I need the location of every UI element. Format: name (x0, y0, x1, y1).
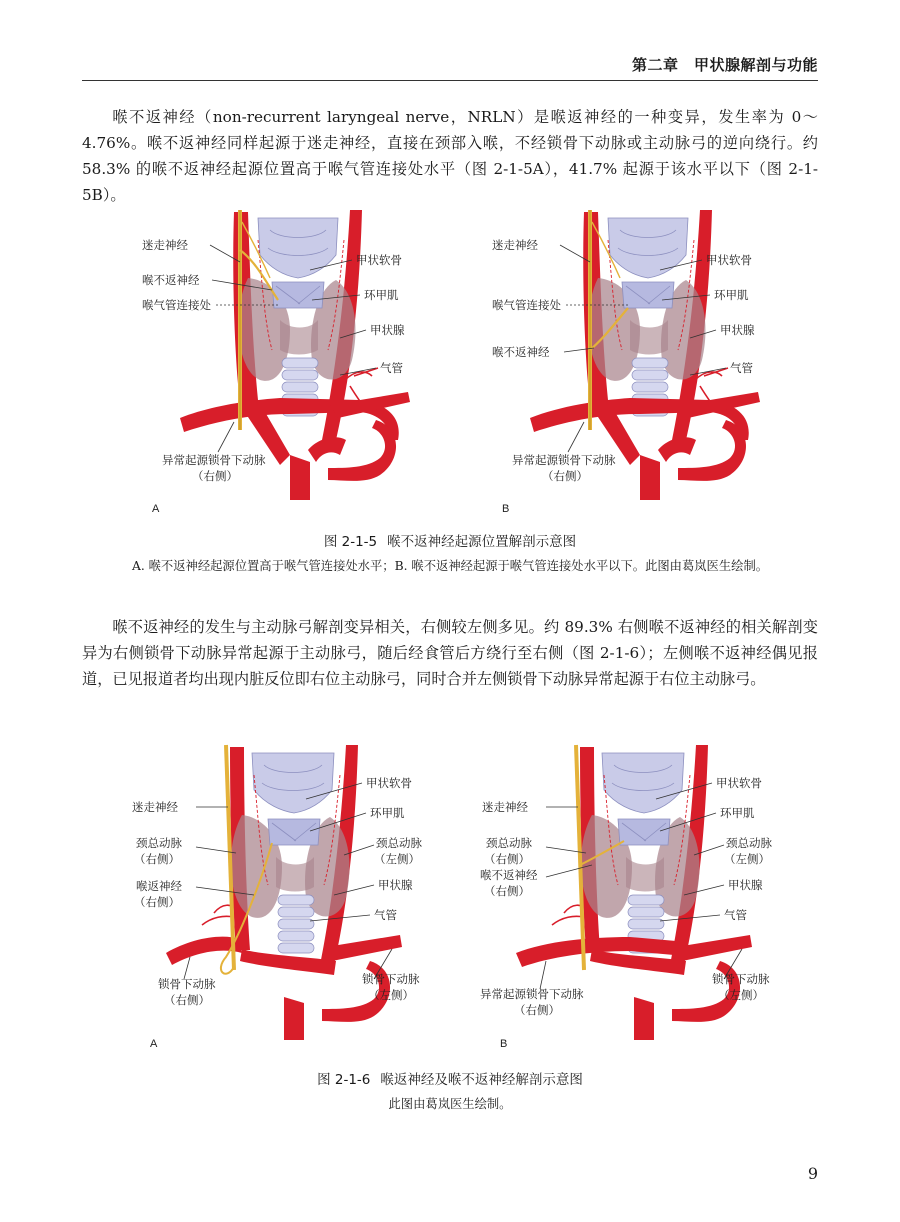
label-vagus: 迷走神经 (492, 238, 538, 252)
label-cca-left-side: （左侧） (374, 852, 420, 866)
label-nrln: 喉不返神经 (480, 868, 538, 882)
label-thyroid: 甲状腺 (728, 878, 763, 892)
figure-2-1-5-panel-a (142, 210, 410, 515)
label-sca-left: 锁骨下动脉 (362, 972, 420, 986)
label-cricothyroid: 环甲肌 (370, 806, 405, 820)
label-rln-right: 喉返神经 (136, 879, 182, 893)
chapter-header: 第二章 甲状腺解剖与功能 (631, 56, 818, 74)
label-nrln-side: （右侧） (484, 884, 530, 898)
label-cca-right-side: （右侧） (484, 852, 530, 866)
label-cricothyroid: 环甲肌 (364, 288, 399, 302)
label-sca-left-side: （左侧） (368, 988, 414, 1002)
paragraph-2: 喉不返神经的发生与主动脉弓解剖变异相关，右侧较左侧多见。约 89.3% 右侧喉不返神经的相关解剖变异为右侧锁骨下动脉异常起源于主动脉弓，随后经食管后方绕行至右侧（图 2-1-6）；左侧喉不返神经偶见报道，已见报道者均出现内脏反位即右位主动脉弓，同时合并左侧锁骨下动脉异常起源于右位主动脉弓。 (82, 618, 818, 688)
label-nrln: 喉不返神经 (492, 345, 550, 359)
page-number: 9 (807, 1164, 818, 1183)
caption-number: 图 2-1-5 (323, 534, 378, 550)
label-aberrant-side: （右侧） (542, 469, 588, 483)
figure-2-1-6-subcaption: 此图由葛岚医生绘制。 (388, 1097, 512, 1111)
label-aberrant-subclavian: 异常起源锁骨下动脉 (480, 987, 584, 1001)
figure-2-1-6-caption (82, 1068, 818, 1088)
label-thyroid-cartilage: 甲状软骨 (366, 776, 412, 790)
caption-title: 喉返神经及喉不返神经解剖示意图 (380, 1072, 583, 1088)
panel-letter-b: B (500, 1038, 508, 1050)
label-sca-left: 锁骨下动脉 (712, 972, 770, 986)
label-vagus: 迷走神经 (142, 238, 188, 252)
figure-2-1-5-panel-b (492, 210, 760, 515)
panel-letter-a: A (152, 503, 160, 515)
label-cca-right-side: （右侧） (134, 852, 180, 866)
label-cca-left-side: （左侧） (724, 852, 770, 866)
label-thyroid-cartilage: 甲状软骨 (706, 253, 752, 267)
label-nrln: 喉不返神经 (142, 273, 200, 287)
label-trachea: 气管 (374, 908, 397, 922)
label-thyroid-cartilage: 甲状软骨 (356, 253, 402, 267)
panel-letter-a: A (150, 1038, 158, 1050)
figure-2-1-5 (140, 200, 820, 520)
label-sca-right-side: （右侧） (164, 993, 210, 1007)
label-thyroid: 甲状腺 (370, 323, 405, 337)
label-aberrant-subclavian: 异常起源锁骨下动脉 (512, 453, 616, 467)
figure-2-1-6-panel-a (132, 745, 422, 1050)
figure-2-1-6-panel-b (480, 745, 772, 1050)
label-cricothyroid: 环甲肌 (714, 288, 749, 302)
label-cca-right: 颈总动脉 (136, 836, 182, 850)
label-vagus: 迷走神经 (132, 800, 178, 814)
figure-2-1-5-subcaption: A. 喉不返神经起源位置高于喉气管连接处水平；B. 喉不返神经起源于喉气管连接处水平以下。此图由葛岚医生绘制。 (131, 559, 769, 573)
caption-title: 喉不返神经起源位置解剖示意图 (387, 534, 577, 550)
figure-2-1-6 (130, 735, 820, 1055)
label-thyroid-cartilage: 甲状软骨 (716, 776, 762, 790)
label-cca-left: 颈总动脉 (376, 836, 422, 850)
label-thyroid: 甲状腺 (720, 323, 755, 337)
label-sca-right: 锁骨下动脉 (158, 977, 216, 991)
label-aberrant-subclavian: 异常起源锁骨下动脉 (162, 453, 266, 467)
label-trachea: 气管 (724, 908, 747, 922)
header-rule (82, 80, 818, 81)
label-trachea: 气管 (380, 361, 403, 375)
panel-letter-b: B (502, 503, 510, 515)
label-thyroid: 甲状腺 (378, 878, 413, 892)
label-ltj: 喉气管连接处 (142, 298, 211, 312)
caption-number: 图 2-1-6 (317, 1072, 371, 1088)
label-aberrant-side: （右侧） (514, 1003, 560, 1017)
figure-2-1-5-caption (82, 530, 818, 550)
label-rln-right-side: （右侧） (134, 895, 180, 909)
label-trachea: 气管 (730, 361, 753, 375)
paragraph-1: 喉不返神经（non-recurrent laryngeal nerve，NRLN）是喉返神经的一种变异，发生率为 0～4.76%。喉不返神经同样起源于迷走神经，直接在颈部入喉，不经锁骨下动脉或主动脉弓的逆向绕行。约 58.3% 的喉不返神经起源位置高于喉气管连接处水平（图 2-1-5A），41.7% 起源于该水平以下（图 2-1-5B）。 (82, 108, 818, 204)
label-cca-left: 颈总动脉 (726, 836, 772, 850)
label-sca-left-side: （左侧） (718, 988, 764, 1002)
label-cricothyroid: 环甲肌 (720, 806, 755, 820)
label-cca-right: 颈总动脉 (486, 836, 532, 850)
label-ltj: 喉气管连接处 (492, 298, 561, 312)
label-aberrant-side: （右侧） (192, 469, 238, 483)
label-vagus: 迷走神经 (482, 800, 528, 814)
